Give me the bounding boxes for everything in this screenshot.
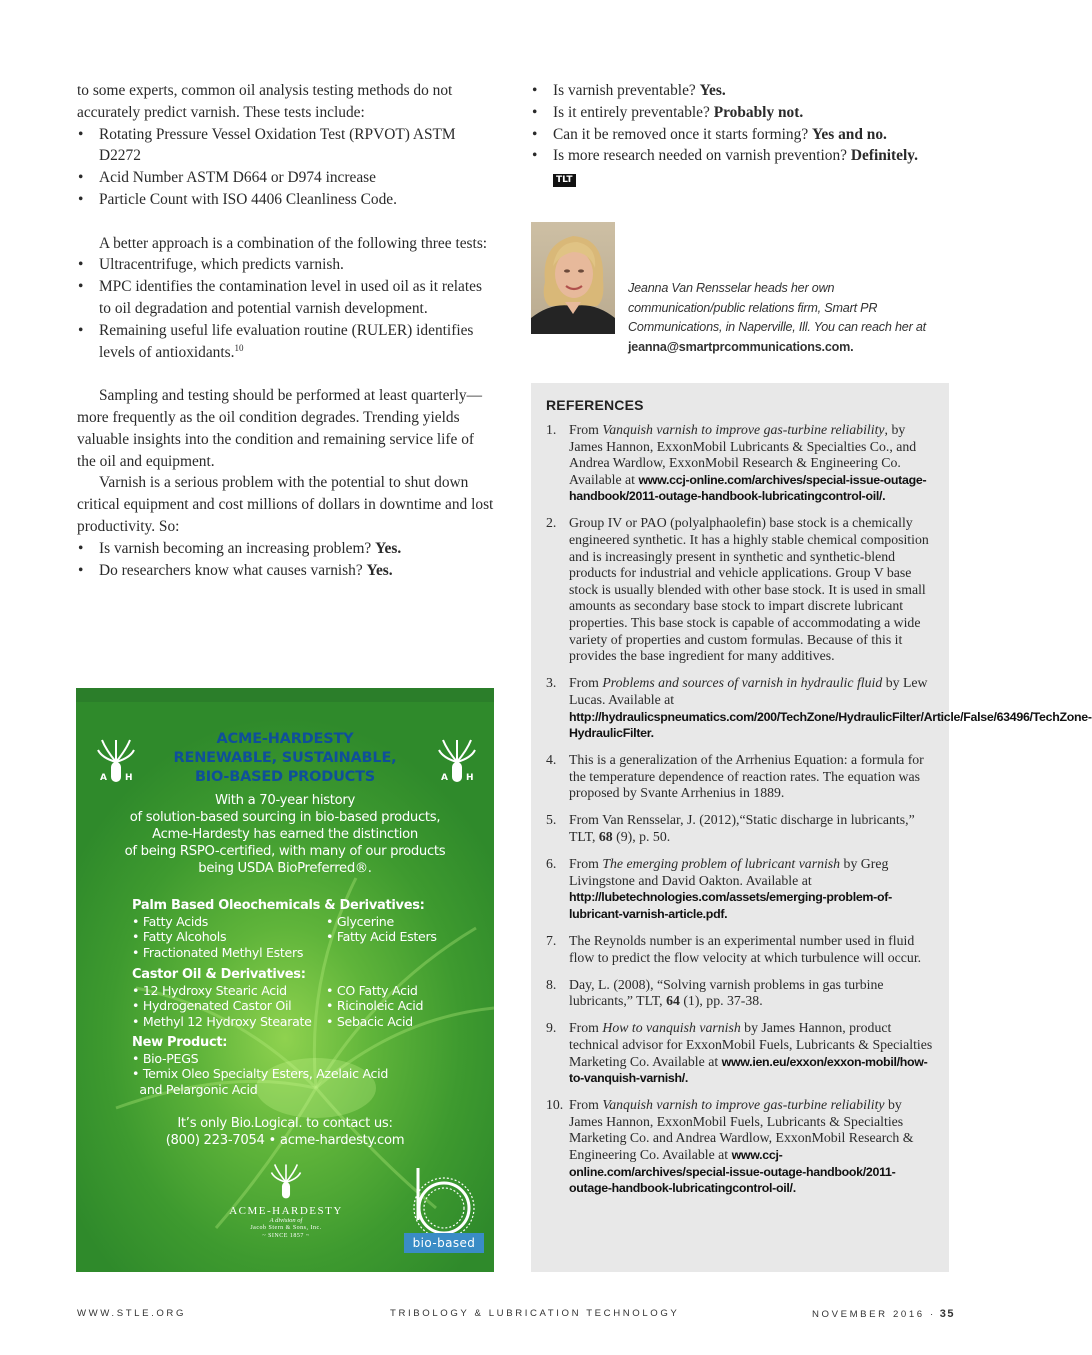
ad-contact-line: It’s only Bio.Logical. to contact us: [177,1116,393,1131]
logo-letter-h: H [125,773,133,783]
qa-item [531,145,951,167]
qa-item [531,124,951,146]
references-title: REFERENCES [546,397,644,413]
list-item: • Ultracentrifuge, which predicts varnish. [77,254,495,276]
right-column-top [531,80,951,189]
ad-section-heading: Castor Oil & Derivatives: [132,967,306,982]
reference-url[interactable]: www.ccj-online.com/archives/special-issue-outage-handbook/2011-outage-handbook-lubricatingcontrol-oil/. [569,1148,896,1196]
reference-number: 5. [546,812,557,828]
sampling-paragraph: Sampling and testing should be performed at least quarterly—more frequently as the oil condition degrades. Trending yields valuable insights into the condition and remaining service life of the oil and equipment. [77,387,482,470]
left-column [77,80,495,581]
reference-text: From [569,1020,603,1036]
reference-text: The Reynolds number is an experimental number used in fluid flow to predict the flow velocity at which turbulence will occur. [569,933,922,965]
tests-list [77,124,495,211]
reference-number: 10. [546,1097,564,1113]
varnish-paragraph: Varnish is a serious problem with the potential to shut down critical equipment and cost millions of dollars in downtime and lost productivity. So: [77,474,494,535]
answer: Probably not. [713,103,804,121]
logo-letter-a: A [441,773,448,783]
question: Is varnish preventable? [553,82,696,99]
ad-product: • Sebacic Acid [326,1013,413,1029]
qa-item [531,80,951,102]
reference-title: The emerging problem of lubricant varnish [602,856,841,872]
author-email: jeanna@smartprcommunications.com. [628,339,854,354]
reference-item [546,515,933,664]
reference-url[interactable]: http://hydraulicspneumatics.com/200/TechZone/HydraulicFilter/Article/False/63496/TechZone-HydraulicFilter. [569,709,1092,741]
author-portrait-image [531,222,615,334]
acme-hardesty-logo-icon [269,1158,303,1200]
reference-item [546,752,933,802]
ad-intro-line: With a 70-year history [214,793,356,808]
reference-title: Problems and sources of varnish in hydraulic fluid [602,675,883,691]
reference-item [546,675,1092,741]
reference-number: 8. [546,976,557,992]
acme-hardesty-advertisement[interactable] [76,688,494,1272]
author-bio-text: Jeanna Van Rensselar heads her own communication/public relations firm, Smart PR Communications, in Naperville, Ill. You can reach her at [628,281,926,335]
ad-intro-line: of solution-based sourcing in bio-based products, [129,810,441,825]
ad-castor-section [132,966,472,1029]
author-photo [531,222,615,334]
reference-text: Day, L. (2008), “Solving varnish problems in gas turbine lubricants,” TLT, [569,976,884,1009]
list-item-text: Remaining useful life evaluation routine (RULER) identifies levels of antioxidants. [99,321,474,361]
reference-text: (1), pp. 37-38. [679,993,763,1009]
ad-product: and Pelargonic Acid [132,1081,258,1097]
list-item [77,320,495,364]
ad-headline [76,730,494,787]
ad-product: • Fractionated Methyl Esters [132,944,304,960]
ad-product: • Fatty Acids [132,914,209,929]
answer: Definitely. [850,147,918,165]
ad-product: • Ricinoleic Acid [326,998,424,1014]
answer: Yes. [375,539,402,557]
qa-item [531,102,951,124]
ad-company-mark [221,1158,351,1240]
reference-url[interactable]: http://lubetechnologies.com/assets/emerging-problem-of-lubricant-varnish-article.pdf. [569,890,892,921]
list-item: • Rotating Pressure Vessel Oxidation Test (RPVOT) ASTM D2272 [77,124,495,168]
ad-new-product-section [132,1034,472,1097]
ad-intro-line: of being RSPO-certified, with many of our products [124,844,446,859]
ad-product: • Fatty Acid Esters [326,929,437,945]
ad-intro-line: being USDA BioPreferred®. [198,861,372,876]
qa-item [77,538,495,560]
ad-product: • Temix Oleo Specialty Esters, Azelaic Acid [132,1066,389,1082]
question: Is varnish becoming an increasing problem? [99,539,372,557]
ad-headline-line: BIO-BASED PRODUCTS [194,769,376,785]
question: Can it be removed once it starts forming? [553,125,809,143]
ad-mark-name: ACME-HARDESTY [229,1205,343,1217]
reference-number: 6. [546,856,557,872]
reference-number: 3. [546,675,557,691]
intro-paragraph: to some experts, common oil analysis testing methods do not accurately predict varnish. These tests include: [77,82,453,121]
bio-based-label: bio-based [404,1233,484,1253]
reference-title: Vanquish varnish to improve gas-turbine reliability [602,1097,885,1113]
reference-number: 4. [546,752,557,768]
reference-item [546,422,933,505]
better-approach-paragraph: A better approach is a combination of the following three tests: [99,234,488,252]
reference-text: by James Hannon, ExxonMobil Fuels, Lubricants & Specialties Marketing Co. and Andrea Wardlow, ExxonMobil Research & Engineering Co. Available at [569,1097,914,1163]
ad-intro [76,792,494,877]
ad-product: • Hydrogenated Castor Oil [132,998,292,1014]
answer: Yes. [366,561,393,579]
question: Is more research needed on varnish prevention? [553,147,848,165]
author-bio [628,279,950,357]
qa-list-right [531,80,951,167]
ad-product: • Bio-PEGS [132,1051,199,1066]
ad-product: • Glycerine [326,914,394,929]
reference-item [546,1020,933,1086]
reference-number: 9. [546,1020,557,1036]
reference-item [546,856,933,922]
footnote-ref: 10 [234,342,244,353]
ad-mark-since: ~ SINCE 1857 ~ [262,1232,310,1239]
reference-text: by James Hannon, product technical advisor for ExxonMobil Fuels, Lubricants & Specialties Marketing Co. Available at [569,1020,933,1069]
reference-text: From Van Rensselar, J. (2012),“Static discharge in lubricants,” TLT, [569,812,915,845]
logo-letter-h: H [466,773,474,783]
reference-volume: 64 [666,993,680,1009]
reference-item [546,812,933,845]
ad-product: • Methyl 12 Hydroxy Stearate [132,1013,312,1029]
list-item: • MPC identifies the contamination level in used oil as it relates to oil degradation and potential varnish development. [77,276,495,320]
tlt-end-mark: TLT [553,174,576,187]
reference-number: 7. [546,933,557,949]
reference-title: Vanquish varnish to improve gas-turbine reliability [602,422,885,437]
reference-number: 1. [546,422,557,437]
reference-text: by Lew Lucas. Available at [569,675,928,707]
ad-product: • 12 Hydroxy Stearic Acid [132,983,287,998]
reference-text: From [569,1097,603,1113]
references-box [531,383,1092,1272]
page-number: 35 [939,1308,956,1320]
qa-list-left [77,538,495,582]
list-item: • Acid Number ASTM D664 or D974 increase [77,167,495,189]
reference-item [546,977,933,1010]
answer: Yes and no. [812,125,887,143]
footer-issue-date: NOVEMBER 2016 · [812,1309,936,1320]
reference-text: (9), p. 50. [612,829,671,845]
ad-headline-line: RENEWABLE, SUSTAINABLE, [173,750,397,766]
reference-url[interactable]: www.ccj-online.com/archives/special-issue-outage-handbook/2011-outage-handbook-lubricatingcontrol-oil/. [569,472,927,504]
references-list [546,422,1092,1197]
ad-product: • Fatty Alcohols [132,929,227,945]
ad-intro-line: Acme-Hardesty has earned the distinction [152,827,418,842]
reference-text: by Greg Livingstone and David Oakton. Available at [569,856,889,888]
footer-publication: TRIBOLOGY & LUBRICATION TECHNOLOGY [390,1308,680,1319]
reference-text: From [569,856,603,872]
reference-text: This is a generalization of the Arrhenius Equation: a formula for the temperature dependence of reaction rates. The equation was proposed by Svante Arrhenius in 1889. [569,752,924,801]
reference-text: From [569,422,603,437]
qa-item [77,560,495,582]
reference-item [546,1097,933,1197]
reference-item [546,933,933,966]
ad-palm-section [132,897,472,960]
ad-section-heading: New Product: [132,1035,228,1050]
answer: Yes. [699,82,726,99]
logo-letter-a: A [100,773,107,783]
footer-website[interactable]: WWW.STLE.ORG [77,1308,187,1319]
question: Is it entirely preventable? [553,103,710,121]
ad-product: • CO Fatty Acid [326,983,418,998]
ad-contact [76,1116,494,1149]
footer-issue [812,1308,955,1320]
ad-contact-phone-url[interactable]: (800) 223-7054 • acme-hardesty.com [165,1132,405,1148]
reference-text: From [569,675,603,691]
reference-text: Group IV or PAO (polyalphaolefin) base stock is a chemically engineered synthetic. It has a highly stable chemical composition and is increasingly present in synthetic and synthetic-blend products for industrial and vehicle applications. Group V base stock is usually blended with other base stock. It is used in small amounts as secondary base stock to impart discrete lubricant properties. This base stock is capable of accommodating a wide variety of properties and custom formulas. Because of this it provides the base ingredient for many additives. [569,515,929,664]
reference-url[interactable]: www.ien.eu/exxon/exxon-mobil/how-to-vanquish-varnish/. [569,1054,928,1086]
ad-section-heading: Palm Based Oleochemicals & Derivatives: [132,898,425,913]
reference-number: 2. [546,515,557,531]
approach-list [77,254,495,363]
reference-volume: 68 [598,829,613,845]
ad-mark-division: A division of [269,1217,303,1224]
reference-text: , by James Hannon, ExxonMobil Lubricants & Specialties Co., and Andrea Wardlow, ExxonMobil Research & Engineering Co. Available at [569,422,917,487]
reference-title: How to vanquish varnish [602,1020,741,1036]
question: Do researchers know what causes varnish? [99,561,363,579]
list-item: • Particle Count with ISO 4406 Cleanliness Code. [77,189,495,211]
ad-mark-parent: Jacob Stern & Sons, Inc. [250,1225,322,1231]
ad-headline-line: ACME-HARDESTY [216,731,354,747]
